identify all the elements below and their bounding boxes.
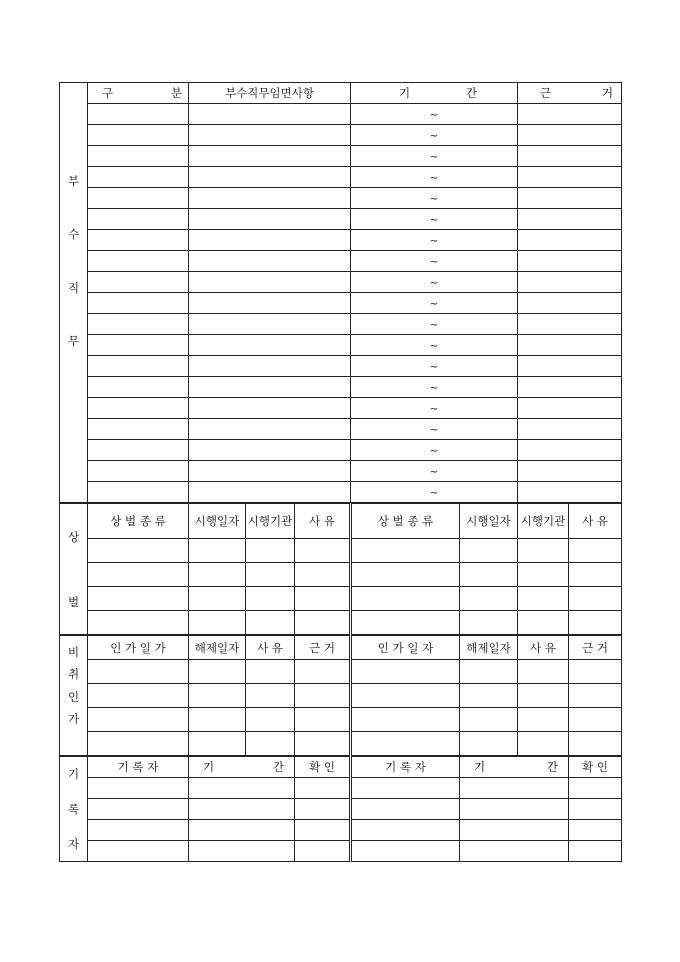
basis-cell[interactable] (518, 209, 622, 230)
recorder-row (60, 799, 622, 820)
basis-cell[interactable] (518, 104, 622, 125)
reason-cell[interactable] (246, 660, 295, 684)
period-cell[interactable] (351, 461, 518, 482)
approval-date-cell[interactable] (351, 708, 460, 732)
category-cell[interactable] (88, 209, 189, 230)
approval-date-cell[interactable] (351, 732, 460, 756)
personnel-record-form (59, 82, 621, 862)
recorder-row (60, 820, 622, 841)
confirm-cell[interactable] (569, 820, 622, 841)
side-label-char: 인 (67, 689, 80, 704)
period-separator: ~ (429, 257, 439, 268)
period-separator: ~ (429, 446, 439, 457)
side-duty-row (60, 209, 622, 230)
approval-date-cell[interactable] (88, 732, 189, 756)
recorder-row (60, 841, 622, 862)
side-duty-row (60, 461, 622, 482)
period-cell[interactable] (351, 209, 518, 230)
period-cell[interactable] (351, 482, 518, 503)
effective-date-cell[interactable] (189, 563, 246, 587)
approval-date-cell[interactable] (351, 684, 460, 708)
recorder-cell[interactable] (351, 841, 460, 862)
basis-cell[interactable] (518, 167, 622, 188)
period-separator: ~ (429, 278, 439, 289)
header-approval-date: 인 가 일 가 (88, 636, 189, 660)
details-cell[interactable] (189, 209, 351, 230)
side-label-char: 자 (67, 836, 80, 851)
reason-cell[interactable] (295, 587, 351, 611)
basis-cell[interactable] (518, 419, 622, 440)
basis-cell[interactable] (518, 377, 622, 398)
period-separator: ~ (429, 467, 439, 478)
basis-cell[interactable] (518, 335, 622, 356)
reason-cell[interactable] (569, 563, 622, 587)
basis-cell[interactable] (295, 660, 351, 684)
header-agency: 시행기관 (246, 504, 295, 539)
details-cell[interactable] (189, 125, 351, 146)
side-duty-row (60, 335, 622, 356)
approval-date-cell[interactable] (88, 684, 189, 708)
period-separator: ~ (429, 404, 439, 415)
details-cell[interactable] (189, 440, 351, 461)
agency-cell[interactable] (246, 587, 295, 611)
period-separator: ~ (429, 236, 439, 247)
header-reason: 사 유 (295, 504, 351, 539)
category-cell[interactable] (88, 104, 189, 125)
approval-row (60, 732, 622, 756)
basis-cell[interactable] (518, 188, 622, 209)
release-date-cell[interactable] (189, 660, 246, 684)
reason-cell[interactable] (518, 708, 569, 732)
category-cell[interactable] (88, 167, 189, 188)
details-cell[interactable] (189, 272, 351, 293)
approval-side-label (60, 636, 88, 756)
period-cell[interactable] (351, 356, 518, 377)
basis-cell[interactable] (295, 684, 351, 708)
effective-date-cell[interactable] (189, 611, 246, 635)
side-duties-header-row (60, 83, 622, 104)
award-type-cell[interactable] (88, 539, 189, 563)
category-cell[interactable] (88, 251, 189, 272)
header-category: 구 분 (88, 83, 189, 104)
effective-date-cell[interactable] (460, 563, 518, 587)
period-cell[interactable] (189, 778, 295, 799)
details-cell[interactable] (189, 230, 351, 251)
category-cell[interactable] (88, 461, 189, 482)
period-separator: ~ (429, 488, 439, 499)
reason-cell[interactable] (569, 539, 622, 563)
category-cell[interactable] (88, 419, 189, 440)
approval-table (59, 635, 622, 756)
release-date-cell[interactable] (460, 660, 518, 684)
period-cell[interactable] (351, 125, 518, 146)
header-award-type: 상 벌 종 류 (351, 504, 460, 539)
reason-cell[interactable] (295, 563, 351, 587)
confirm-cell[interactable] (295, 799, 351, 820)
side-duty-row (60, 104, 622, 125)
reason-cell[interactable] (246, 708, 295, 732)
basis-cell[interactable] (518, 314, 622, 335)
award-type-cell[interactable] (351, 587, 460, 611)
side-duty-row (60, 188, 622, 209)
agency-cell[interactable] (246, 563, 295, 587)
period-separator: ~ (429, 173, 439, 184)
period-cell[interactable] (351, 314, 518, 335)
recorder-cell[interactable] (88, 799, 189, 820)
side-duty-row (60, 482, 622, 503)
details-cell[interactable] (189, 356, 351, 377)
basis-cell[interactable] (518, 482, 622, 503)
recorder-side-label (60, 757, 88, 862)
period-separator: ~ (429, 152, 439, 163)
side-duty-row (60, 356, 622, 377)
header-award-type: 상 벌 종 류 (88, 504, 189, 539)
period-cell[interactable] (460, 799, 569, 820)
side-duty-row (60, 230, 622, 251)
header-reason: 사 유 (569, 504, 622, 539)
side-duty-row (60, 440, 622, 461)
period-cell[interactable] (351, 167, 518, 188)
details-cell[interactable] (189, 377, 351, 398)
side-duties-table (59, 82, 622, 503)
approval-date-cell[interactable] (88, 660, 189, 684)
details-cell[interactable] (189, 188, 351, 209)
recorder-cell[interactable] (351, 778, 460, 799)
details-cell[interactable] (189, 146, 351, 167)
agency-cell[interactable] (246, 539, 295, 563)
details-cell[interactable] (189, 167, 351, 188)
header-effective-date: 시행일자 (189, 504, 246, 539)
reason-cell[interactable] (569, 611, 622, 635)
details-cell[interactable] (189, 398, 351, 419)
confirm-cell[interactable] (569, 778, 622, 799)
confirm-cell[interactable] (569, 799, 622, 820)
agency-cell[interactable] (246, 611, 295, 635)
period-separator: ~ (429, 383, 439, 394)
recorder-cell[interactable] (88, 841, 189, 862)
header-confirm: 확 인 (295, 757, 351, 778)
header-release-date: 해제일자 (460, 636, 518, 660)
header-confirm: 확 인 (569, 757, 622, 778)
basis-cell[interactable] (518, 356, 622, 377)
period-cell[interactable] (351, 251, 518, 272)
side-duty-row (60, 251, 622, 272)
category-cell[interactable] (88, 440, 189, 461)
category-cell[interactable] (88, 398, 189, 419)
header-approval-date: 인 가 일 자 (351, 636, 460, 660)
details-cell[interactable] (189, 461, 351, 482)
basis-cell[interactable] (569, 708, 622, 732)
category-cell[interactable] (88, 377, 189, 398)
header-recorder: 기 록 자 (351, 757, 460, 778)
basis-cell[interactable] (569, 684, 622, 708)
basis-cell[interactable] (518, 461, 622, 482)
side-label-char: 벌 (67, 594, 80, 609)
release-date-cell[interactable] (460, 684, 518, 708)
award-row (60, 587, 622, 611)
recorder-cell[interactable] (351, 820, 460, 841)
period-separator: ~ (429, 425, 439, 436)
period-separator: ~ (429, 299, 439, 310)
reason-cell[interactable] (295, 539, 351, 563)
header-basis: 근 거 (518, 83, 622, 104)
details-cell[interactable] (189, 293, 351, 314)
award-type-cell[interactable] (88, 563, 189, 587)
reason-cell[interactable] (246, 732, 295, 756)
header-agency: 시행기관 (518, 504, 569, 539)
header-reason: 사 유 (518, 636, 569, 660)
approval-row (60, 660, 622, 684)
reason-cell[interactable] (295, 611, 351, 635)
basis-cell[interactable] (518, 146, 622, 167)
basis-cell[interactable] (295, 708, 351, 732)
side-duties-side-label (60, 83, 88, 503)
side-duty-row (60, 125, 622, 146)
period-cell[interactable] (351, 335, 518, 356)
release-date-cell[interactable] (460, 708, 518, 732)
period-cell[interactable] (189, 820, 295, 841)
category-cell[interactable] (88, 230, 189, 251)
side-duty-row (60, 146, 622, 167)
period-cell[interactable] (351, 377, 518, 398)
recorder-cell[interactable] (88, 778, 189, 799)
release-date-cell[interactable] (460, 732, 518, 756)
award-row (60, 563, 622, 587)
period-cell[interactable] (189, 841, 295, 862)
effective-date-cell[interactable] (189, 539, 246, 563)
award-type-cell[interactable] (351, 539, 460, 563)
approval-row (60, 708, 622, 732)
basis-cell[interactable] (518, 440, 622, 461)
header-effective-date: 시행일자 (460, 504, 518, 539)
details-cell[interactable] (189, 314, 351, 335)
agency-cell[interactable] (518, 587, 569, 611)
award-row (60, 539, 622, 563)
side-duty-row (60, 167, 622, 188)
period-cell[interactable] (351, 104, 518, 125)
basis-cell[interactable] (569, 660, 622, 684)
recorder-row (60, 778, 622, 799)
recorder-header-row (60, 757, 622, 778)
period-cell[interactable] (460, 820, 569, 841)
reason-cell[interactable] (518, 684, 569, 708)
header-period: 기 간 (351, 83, 518, 104)
award-type-cell[interactable] (351, 563, 460, 587)
period-cell[interactable] (351, 398, 518, 419)
basis-cell[interactable] (518, 230, 622, 251)
category-cell[interactable] (88, 482, 189, 503)
side-duty-row (60, 377, 622, 398)
awards-header-row (60, 504, 622, 539)
confirm-cell[interactable] (295, 820, 351, 841)
period-separator: ~ (429, 131, 439, 142)
effective-date-cell[interactable] (460, 611, 518, 635)
confirm-cell[interactable] (295, 778, 351, 799)
recorder-table (59, 756, 622, 862)
side-duty-row (60, 398, 622, 419)
agency-cell[interactable] (518, 563, 569, 587)
category-cell[interactable] (88, 146, 189, 167)
recorder-cell[interactable] (351, 799, 460, 820)
period-cell[interactable] (351, 293, 518, 314)
side-duty-row (60, 314, 622, 335)
side-label-char: 가 (67, 712, 80, 727)
period-separator: ~ (429, 320, 439, 331)
side-duty-row (60, 419, 622, 440)
release-date-cell[interactable] (189, 732, 246, 756)
effective-date-cell[interactable] (460, 587, 518, 611)
basis-cell[interactable] (569, 732, 622, 756)
category-cell[interactable] (88, 188, 189, 209)
side-label-char: 무 (67, 334, 80, 348)
effective-date-cell[interactable] (460, 539, 518, 563)
details-cell[interactable] (189, 335, 351, 356)
basis-cell[interactable] (518, 293, 622, 314)
details-cell[interactable] (189, 251, 351, 272)
effective-date-cell[interactable] (189, 587, 246, 611)
details-cell[interactable] (189, 419, 351, 440)
awards-side-label (60, 504, 88, 635)
agency-cell[interactable] (518, 611, 569, 635)
period-separator: ~ (429, 215, 439, 226)
period-cell[interactable] (460, 841, 569, 862)
basis-cell[interactable] (518, 398, 622, 419)
category-cell[interactable] (88, 335, 189, 356)
award-type-cell[interactable] (351, 611, 460, 635)
reason-cell[interactable] (518, 732, 569, 756)
side-label-char: 기 (67, 767, 80, 782)
side-label-char: 록 (67, 801, 80, 816)
reason-cell[interactable] (246, 684, 295, 708)
award-type-cell[interactable] (88, 611, 189, 635)
category-cell[interactable] (88, 272, 189, 293)
agency-cell[interactable] (518, 539, 569, 563)
header-release-date: 해제일자 (189, 636, 246, 660)
reason-cell[interactable] (518, 660, 569, 684)
category-cell[interactable] (88, 125, 189, 146)
period-cell[interactable] (351, 440, 518, 461)
reason-cell[interactable] (569, 587, 622, 611)
period-cell[interactable] (189, 799, 295, 820)
period-separator: ~ (429, 341, 439, 352)
period-cell[interactable] (351, 188, 518, 209)
release-date-cell[interactable] (189, 684, 246, 708)
release-date-cell[interactable] (189, 708, 246, 732)
header-basis: 근 거 (295, 636, 351, 660)
header-recorder: 기 록 자 (88, 757, 189, 778)
side-label-char: 비 (67, 644, 80, 659)
period-separator: ~ (429, 194, 439, 205)
approval-date-cell[interactable] (88, 708, 189, 732)
approval-row (60, 684, 622, 708)
header-period: 기 간 (460, 757, 569, 778)
approval-header-row (60, 636, 622, 660)
side-label-char: 수 (67, 227, 80, 241)
period-separator: ~ (429, 362, 439, 373)
period-cell[interactable] (351, 419, 518, 440)
header-reason: 사 유 (246, 636, 295, 660)
basis-cell[interactable] (518, 272, 622, 293)
header-period: 기 간 (189, 757, 295, 778)
basis-cell[interactable] (295, 732, 351, 756)
period-cell[interactable] (351, 146, 518, 167)
details-cell[interactable] (189, 482, 351, 503)
period-cell[interactable] (460, 778, 569, 799)
details-cell[interactable] (189, 104, 351, 125)
confirm-cell[interactable] (295, 841, 351, 862)
recorder-cell[interactable] (88, 820, 189, 841)
approval-date-cell[interactable] (351, 660, 460, 684)
header-basis: 근 거 (569, 636, 622, 660)
awards-penalties-table (59, 503, 622, 635)
side-label-char: 부 (67, 173, 80, 188)
side-duty-row (60, 293, 622, 314)
category-cell[interactable] (88, 356, 189, 377)
side-label-char: 직 (67, 280, 80, 295)
side-label-char: 상 (67, 529, 80, 544)
side-label-char: 취 (67, 667, 80, 682)
period-cell[interactable] (351, 272, 518, 293)
header-details: 부수직무임면사항 (189, 83, 351, 104)
side-duty-row (60, 272, 622, 293)
period-separator: ~ (429, 110, 439, 121)
award-type-cell[interactable] (88, 587, 189, 611)
confirm-cell[interactable] (569, 841, 622, 862)
basis-cell[interactable] (518, 251, 622, 272)
period-cell[interactable] (351, 230, 518, 251)
category-cell[interactable] (88, 314, 189, 335)
award-row (60, 611, 622, 635)
basis-cell[interactable] (518, 125, 622, 146)
category-cell[interactable] (88, 293, 189, 314)
